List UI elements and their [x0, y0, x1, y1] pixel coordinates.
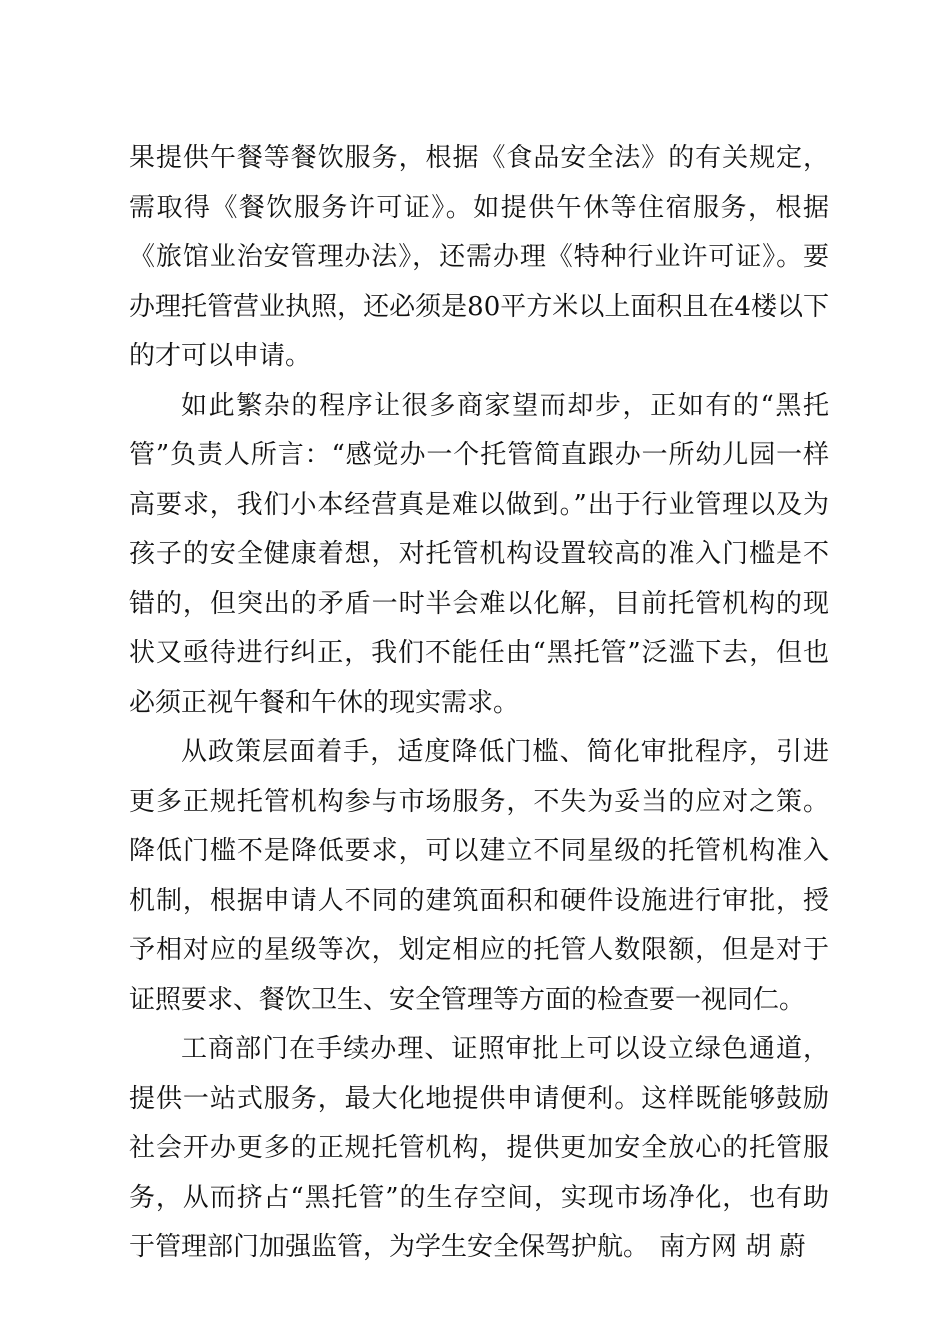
paragraph-3: 从政策层面着手，适度降低门槛、简化审批程序，引进更多正规托管机构参与市场服务，不失为妥当的应对之策。降低门槛不是降低要求，可以建立不同星级的托管机构准入机制，根据申请人不同的建筑面积和硬件设施进行审批，授予相对应的星级等次，划定相应的托管人数限额，但是对于证照要求、餐饮卫生、安全管理等方面的检查要一视同仁。 [129, 737, 829, 1015]
paragraph-2: 如此繁杂的程序让很多商家望而却步，正如有的“黑托管”负责人所言：“感觉办一个托管简直跟办一所幼儿园一样高要求，我们小本经营真是难以做到。”出于行业管理以及为孩子的安全健康着想，对托管机构设置较高的准入门槛是不错的，但突出的矛盾一时半会难以化解，目前托管机构的现状又亟待进行纠正，我们不能任由“黑托管”泛滥下去，但也必须正视午餐和午休的现实需求。 [129, 390, 829, 718]
paragraph-1: 果提供午餐等餐饮服务，根据《食品安全法》的有关规定，需取得《餐饮服务许可证》。如提供午休等住宿服务，根据《旅馆业治安管理办法》，还需办理《特种行业许可证》。要办理托管营业执照，还必须是80平方米以上面积且在4楼以下的才可以申请。 [129, 143, 829, 371]
article-body [129, 134, 829, 1273]
byline: 南方网 胡 蔚 [659, 1232, 806, 1262]
paragraph-4-text: 工商部门在手续办理、证照审批上可以设立绿色通道，提供一站式服务，最大化地提供申请便利。这样既能够鼓励社会开办更多的正规托管机构，提供更加安全放心的托管服务，从而挤占“黑托管”的生存空间，实现市场净化，也有助于管理部门加强监管，为学生安全保驾护航。 [129, 1034, 829, 1262]
paragraph-4 [129, 1025, 829, 1273]
